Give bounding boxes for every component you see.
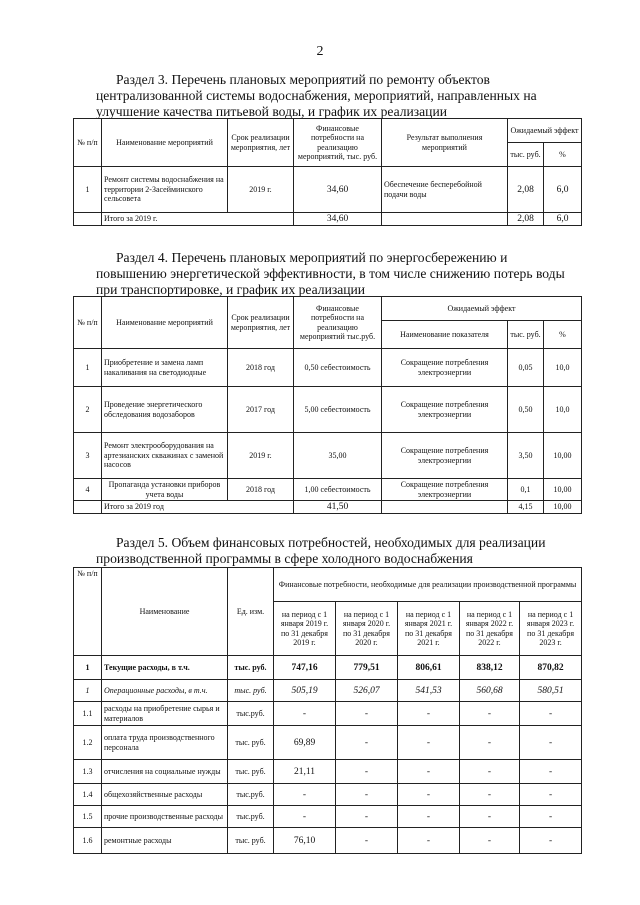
cell-value: -	[398, 784, 460, 806]
cell-value: 21,11	[274, 760, 336, 784]
section5-heading	[96, 535, 578, 551]
cell-value: 69,89	[274, 726, 336, 760]
cell-num: 1.2	[74, 726, 102, 760]
col-unit-header: Ед. изм.	[228, 568, 274, 656]
cell-value: -	[336, 702, 398, 726]
col-finance-header: Финансовые потребности на реализацию мероприятий тыс.руб.	[294, 297, 382, 349]
cell-value: 870,82	[520, 656, 582, 680]
cell-value: -	[398, 828, 460, 854]
cell-unit: тыс. руб.	[228, 828, 274, 854]
cell-value: -	[520, 726, 582, 760]
table-row	[74, 726, 582, 760]
col-name-header: Наименование мероприятий	[102, 119, 228, 167]
cell-value: 779,51	[336, 656, 398, 680]
cell-value: 2,08	[508, 167, 544, 213]
col-period-2019: на период с 1 января 2019 г. по 31 декабря 2019 г.	[274, 602, 336, 656]
col-effect-header: Ожидаемый эффект	[382, 297, 582, 321]
cell-value: 0,05	[508, 349, 544, 387]
table-row-total	[74, 501, 582, 514]
cell-num: 1.5	[74, 806, 102, 828]
heading-line: при транспортировке, и график их реализации	[96, 281, 366, 297]
total-finance: 34,60	[294, 213, 382, 226]
cell-num: 1.6	[74, 828, 102, 854]
cell-num: 3	[74, 433, 102, 479]
cell-value: 526,07	[336, 680, 398, 702]
cell-value: -	[274, 702, 336, 726]
col-period-2023: на период с 1 января 2023 г. по 31 декабря 2023 г.	[520, 602, 582, 656]
cell-value: -	[336, 726, 398, 760]
cell-value: -	[336, 806, 398, 828]
col-term-header: Срок реализации мероприятия, лет	[228, 297, 294, 349]
cell-unit: тыс. руб.	[228, 656, 274, 680]
col-period-2022: на период с 1 января 2022 г. по 31 декабря 2022 г.	[460, 602, 520, 656]
cell-value: -	[398, 726, 460, 760]
table-row	[74, 387, 582, 433]
table-row	[74, 349, 582, 387]
cell-name: общехозяйственные расходы	[102, 784, 228, 806]
heading-line: Раздел 4. Перечень плановых мероприятий по энергосбережению и	[116, 250, 508, 265]
cell-unit: тыс. руб.	[228, 680, 274, 702]
cell-name: Ремонт системы водоснабжения на территории 2-Засейминского сельсовета	[102, 167, 228, 213]
cell-percent: 10,0	[544, 387, 582, 433]
cell-value: -	[460, 828, 520, 854]
cell-name: расходы на приобретение сырья и материалов	[102, 702, 228, 726]
col-finance-header: Финансовые потребности на реализацию мероприятий, тыс. руб.	[294, 119, 382, 167]
col-num-header: № п/п	[74, 119, 102, 167]
total-value: 2,08	[508, 213, 544, 226]
col-unit-header: тыс. руб.	[508, 143, 544, 167]
total-finance: 41,50	[294, 501, 382, 514]
cell-name: Приобретение и замена ламп накаливания на светодиодные	[102, 349, 228, 387]
table-row	[74, 806, 582, 828]
cell-value: -	[336, 828, 398, 854]
section4-heading-rest	[96, 266, 578, 297]
heading-line: повышению энергетической эффективности, в том числе снижению потерь воды	[96, 266, 565, 281]
cell-indicator: Сокращение потребления электроэнергии	[382, 349, 508, 387]
col-name-header: Наименование мероприятий	[102, 297, 228, 349]
cell-finance: 0,50 себестоимость	[294, 349, 382, 387]
cell-value: 560,68	[460, 680, 520, 702]
cell-value: -	[460, 726, 520, 760]
cell-value: -	[398, 760, 460, 784]
cell-num: 1.3	[74, 760, 102, 784]
cell-name: отчисления на социальные нужды	[102, 760, 228, 784]
col-percent-header: %	[544, 321, 582, 349]
col-result-header: Результат выполнения мероприятий	[382, 119, 508, 167]
cell-percent: 6,0	[544, 167, 582, 213]
cell-value: 838,12	[460, 656, 520, 680]
cell-term: 2017 год	[228, 387, 294, 433]
cell-unit: тыс.руб.	[228, 784, 274, 806]
table-row	[74, 433, 582, 479]
cell-value: 0,50	[508, 387, 544, 433]
cell-value: 76,10	[274, 828, 336, 854]
cell-name: Операционные расходы, в т.ч.	[102, 680, 228, 702]
cell-num: 1	[74, 680, 102, 702]
section3-table	[73, 118, 582, 226]
section3-heading-rest	[96, 88, 578, 119]
cell-num: 1	[74, 167, 102, 213]
cell-value: -	[460, 806, 520, 828]
cell-indicator: Сокращение потребления электроэнергии	[382, 433, 508, 479]
cell-value: -	[336, 760, 398, 784]
cell-value: -	[336, 784, 398, 806]
table-row	[74, 760, 582, 784]
cell-unit: тыс.руб.	[228, 702, 274, 726]
cell-percent: 10,00	[544, 433, 582, 479]
cell-value: -	[520, 760, 582, 784]
cell-value: -	[398, 806, 460, 828]
section4-heading	[96, 250, 578, 266]
section5-heading-rest	[96, 551, 578, 567]
cell-name: прочие производственные расходы	[102, 806, 228, 828]
total-label: Итого за 2019 г.	[102, 213, 294, 226]
heading-line: Раздел 5. Объем финансовых потребностей, необходимых для реализации	[116, 535, 546, 550]
table-row	[74, 828, 582, 854]
total-label: Итого за 2019 год	[102, 501, 294, 514]
cell-value: -	[398, 702, 460, 726]
table-row	[74, 784, 582, 806]
cell-percent: 10,00	[544, 479, 582, 501]
heading-line: улучшение качества питьевой воды, и график их реализации	[96, 103, 448, 119]
cell-name: Пропаганда установки приборов учета воды	[102, 479, 228, 501]
col-indicator-header: Наименование показателя	[382, 321, 508, 349]
col-term-header: Срок реализации мероприятия, лет	[228, 119, 294, 167]
cell-value: 541,53	[398, 680, 460, 702]
cell-name: Проведение энергетического обследования водозаборов	[102, 387, 228, 433]
page-number: 2	[316, 44, 324, 59]
table-row	[74, 167, 582, 213]
cell-unit: тыс. руб.	[228, 760, 274, 784]
cell-value: -	[520, 784, 582, 806]
cell-num: 1	[74, 349, 102, 387]
col-period-2020: на период с 1 января 2020 г. по 31 декабря 2020 г.	[336, 602, 398, 656]
table-row	[74, 702, 582, 726]
cell-value: -	[520, 806, 582, 828]
cell-value: 747,16	[274, 656, 336, 680]
section4-table	[73, 296, 582, 514]
cell-term: 2019 г.	[228, 433, 294, 479]
cell-unit: тыс. руб.	[228, 726, 274, 760]
cell-value: 806,61	[398, 656, 460, 680]
col-unit-header: тыс. руб.	[508, 321, 544, 349]
cell-finance: 34,60	[294, 167, 382, 213]
cell-num: 4	[74, 479, 102, 501]
cell-value: 3,50	[508, 433, 544, 479]
cell-unit: тыс.руб.	[228, 806, 274, 828]
cell-num: 1.1	[74, 702, 102, 726]
cell-value: -	[520, 702, 582, 726]
cell-value: -	[274, 806, 336, 828]
table-row	[74, 479, 582, 501]
cell-name: оплата труда производственного персонала	[102, 726, 228, 760]
heading-line: производственной программы в сфере холодного водоснабжения	[96, 551, 473, 566]
cell-finance: 5,00 себестоимость	[294, 387, 382, 433]
cell-num: 2	[74, 387, 102, 433]
col-effect-header: Ожидаемый эффект	[508, 119, 582, 143]
cell-value: 505,19	[274, 680, 336, 702]
cell-value: -	[274, 784, 336, 806]
heading-line: централизованной системы водоснабжения, мероприятий, направленных на	[96, 88, 537, 103]
cell-value: -	[460, 784, 520, 806]
cell-percent: 10,0	[544, 349, 582, 387]
total-percent: 6,0	[544, 213, 582, 226]
col-num-header: № п/п	[74, 568, 102, 656]
cell-indicator: Сокращение потребления электроэнергии	[382, 479, 508, 501]
cell-value: -	[460, 702, 520, 726]
cell-finance: 1,00 себестоимость	[294, 479, 382, 501]
col-finance-header: Финансовые потребности, необходимые для реализации производственной программы	[274, 568, 582, 602]
cell-value: 0,1	[508, 479, 544, 501]
cell-term: 2018 год	[228, 479, 294, 501]
section3-heading	[96, 72, 578, 88]
table-row	[74, 656, 582, 680]
total-percent: 10,00	[544, 501, 582, 514]
cell-num: 1	[74, 656, 102, 680]
col-num-header: № п/п	[74, 297, 102, 349]
cell-indicator: Сокращение потребления электроэнергии	[382, 387, 508, 433]
cell-name: ремонтные расходы	[102, 828, 228, 854]
section5-table	[73, 567, 582, 854]
cell-value: 580,51	[520, 680, 582, 702]
col-percent-header: %	[544, 143, 582, 167]
cell-term: 2018 год	[228, 349, 294, 387]
cell-value: -	[460, 760, 520, 784]
cell-term: 2019 г.	[228, 167, 294, 213]
table-row	[74, 680, 582, 702]
col-name-header: Наименование	[102, 568, 228, 656]
cell-result: Обеспечение бесперебойной подачи воды	[382, 167, 508, 213]
heading-line: Раздел 3. Перечень плановых мероприятий по ремонту объектов	[116, 72, 490, 87]
cell-finance: 35,00	[294, 433, 382, 479]
cell-name: Текущие расходы, в т.ч.	[102, 656, 228, 680]
total-value: 4,15	[508, 501, 544, 514]
cell-value: -	[520, 828, 582, 854]
cell-name: Ремонт электрооборудования на артезианских скважинах с заменой насосов	[102, 433, 228, 479]
cell-num: 1.4	[74, 784, 102, 806]
col-period-2021: на период с 1 января 2021 г. по 31 декабря 2021 г.	[398, 602, 460, 656]
table-row-total	[74, 213, 582, 226]
